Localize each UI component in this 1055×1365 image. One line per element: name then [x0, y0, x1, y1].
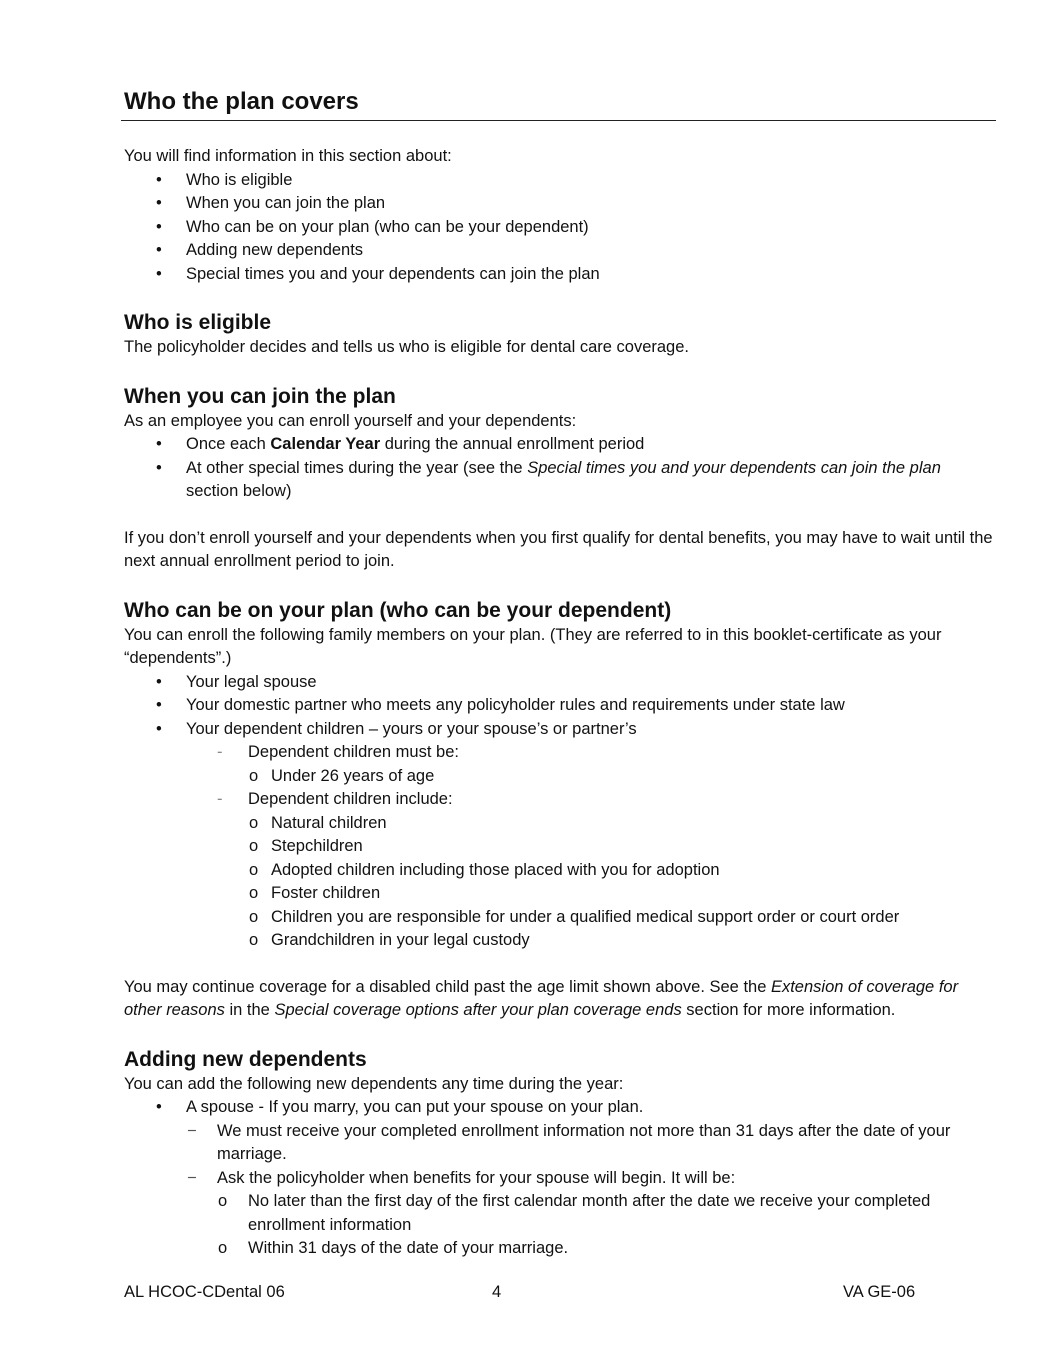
list-item: • Your domestic partner who meets any policyholder rules and requirements under state law [124, 694, 996, 718]
list-item: • A spouse - If you marry, you can put your spouse on your plan. [124, 1096, 996, 1120]
document-body [124, 145, 996, 1261]
list-item: o Stepchildren [124, 835, 996, 859]
circle-bullet-icon: o [249, 837, 259, 855]
page-footer [124, 1280, 996, 1304]
title-rule [121, 120, 996, 121]
list-item: • Once each Calendar Year during the annual enrollment period [124, 433, 996, 457]
adding-subsublist [124, 1190, 996, 1261]
list-item: • When you can join the plan [124, 192, 996, 216]
circle-bullet-icon: o [249, 931, 259, 949]
must-be-list [124, 765, 996, 789]
list-item: o Foster children [124, 882, 996, 906]
list-item: − Ask the policyholder when benefits for your spouse will begin. It will be: [124, 1167, 996, 1191]
list-item: • Your legal spouse [124, 671, 996, 695]
dependent-list [124, 671, 996, 742]
page-number: 4 [492, 1283, 502, 1301]
intro-text: You will find information in this section about: [124, 147, 452, 165]
circle-bullet-icon: o [218, 1192, 228, 1210]
list-item: o Under 26 years of age [124, 765, 996, 789]
bullet-icon: • [156, 458, 162, 477]
list-item: • Your dependent children – yours or your spouse’s or partner’s [124, 718, 996, 742]
bullet-icon: • [156, 1098, 162, 1116]
list-item: o Children you are responsible for under a qualified medical support order or court order [124, 906, 996, 930]
circle-bullet-icon: o [249, 766, 259, 785]
section-heading-dependent: Who can be on your plan (who can be your dependent) [124, 598, 672, 622]
bullet-icon: • [156, 217, 162, 236]
list-item: - Dependent children must be: [124, 741, 996, 765]
adding-list [124, 1096, 996, 1120]
list-item: − We must receive your completed enrollment information not more than 31 days after the date of your marriage. [187, 1121, 951, 1163]
section-heading-eligible: Who is eligible [124, 311, 272, 334]
adding-text: You can add the following new dependents any time during the year: [124, 1074, 624, 1093]
dependent-note: You may continue coverage for a disabled child past the age limit shown above. See the Extension of coverage for other reasons in the Special coverage options after your plan coverage ends section for more information. [124, 977, 959, 1019]
list-item: • Special times you and your dependents can join the plan [124, 263, 996, 287]
dash-icon: − [187, 1168, 197, 1187]
footer-form-code: AL HCOC-CDental 06 [124, 1283, 285, 1301]
list-item: - Dependent children include: [124, 788, 996, 812]
join-note: If you don’t enroll yourself and your dependents when you first qualify for dental benefits, you may have to wait until the next annual enrollment period to join. [124, 528, 993, 570]
circle-bullet-icon: o [249, 813, 259, 832]
circle-bullet-icon: o [249, 907, 259, 926]
circle-bullet-icon: o [218, 1239, 228, 1257]
list-item: o Natural children [124, 812, 996, 836]
dash-icon: − [187, 1121, 197, 1140]
join-text: As an employee you can enroll yourself and your dependents: [124, 411, 577, 430]
bullet-icon: • [156, 696, 162, 714]
page-title: Who the plan covers [124, 88, 359, 115]
bullet-icon: • [156, 241, 162, 259]
bullet-icon: • [156, 672, 162, 691]
dependent-sublist [124, 788, 996, 812]
section-heading-adding: Adding new dependents [124, 1047, 367, 1071]
dependent-text: You can enroll the following family members on your plan. (They are referred to in this booklet-certificate as your “dependents”.) [124, 625, 942, 667]
bullet-icon: • [156, 435, 162, 453]
adding-sublist [124, 1120, 996, 1191]
list-item: • At other special times during the year (see the Special times you and your dependents can join the plan section below) [156, 458, 941, 500]
list-item: • Who can be on your plan (who can be your dependent) [124, 216, 996, 240]
circle-bullet-icon: o [249, 884, 259, 902]
include-list [124, 812, 996, 953]
dash-icon: - [217, 743, 223, 761]
join-list [124, 433, 996, 504]
bullet-icon: • [156, 170, 162, 189]
bullet-icon: • [156, 719, 162, 738]
dependent-sublist [124, 741, 996, 765]
list-item: • Adding new dependents [124, 239, 996, 263]
dash-icon: - [217, 790, 223, 808]
section-heading-join: When you can join the plan [124, 384, 396, 408]
bullet-icon: • [156, 194, 162, 212]
circle-bullet-icon: o [249, 860, 259, 879]
list-item: o Adopted children including those placed with you for adoption [124, 859, 996, 883]
intro-list [124, 169, 996, 287]
list-item: • Who is eligible [124, 169, 996, 193]
list-item: o No later than the first day of the first calendar month after the date we receive your completed enrollment information [218, 1192, 931, 1234]
footer-state-code: VA GE-06 [843, 1283, 916, 1301]
eligible-text: The policyholder decides and tells us who is eligible for dental care coverage. [124, 338, 689, 356]
list-item: o Grandchildren in your legal custody [124, 929, 996, 953]
list-item: o Within 31 days of the date of your marriage. [124, 1237, 996, 1261]
bullet-icon: • [156, 264, 162, 283]
